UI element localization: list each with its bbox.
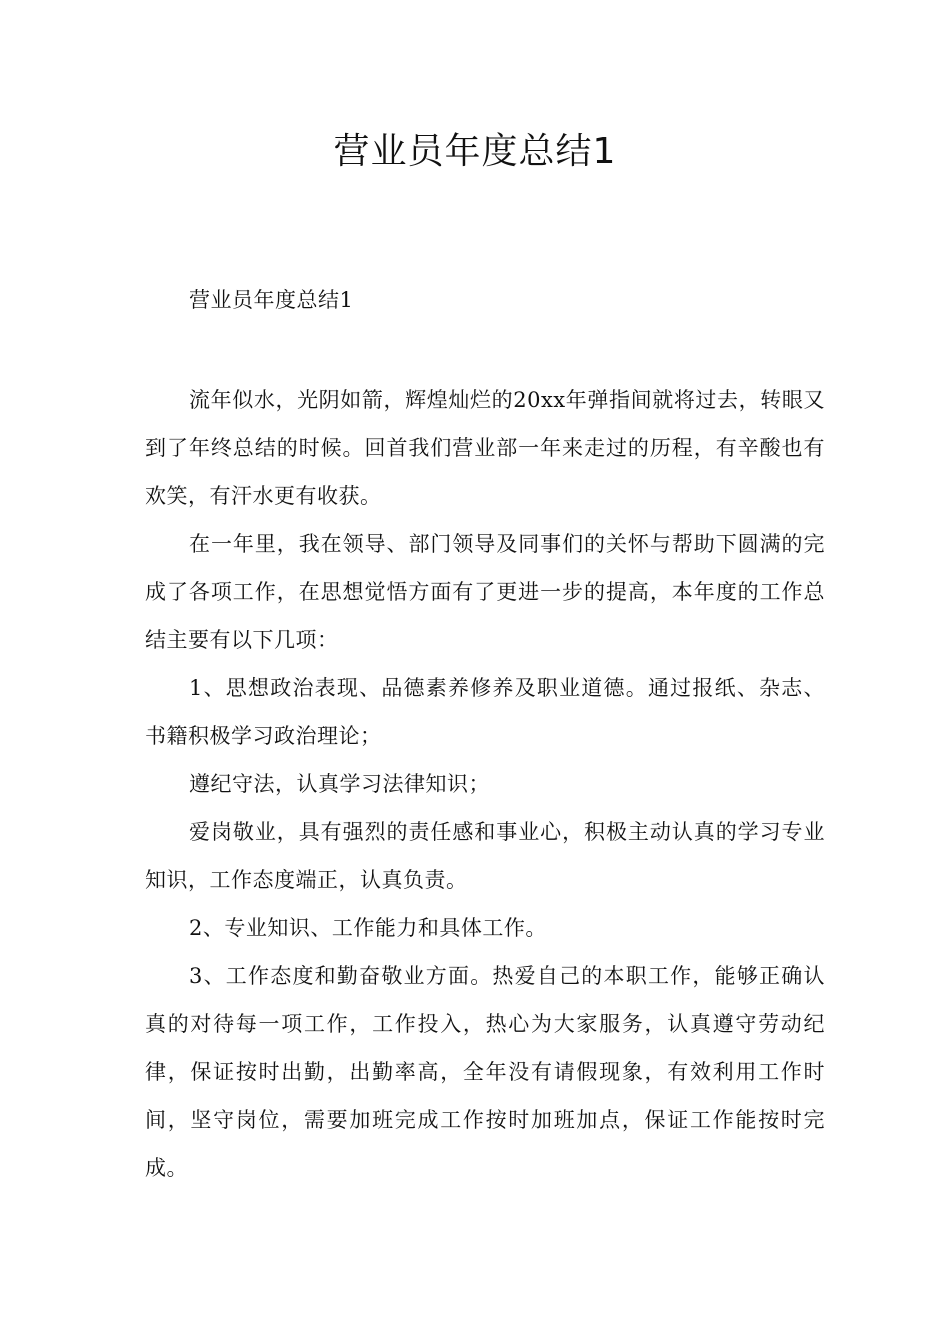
document-title: 营业员年度总结1 (333, 131, 617, 172)
paragraph-intro: 流年似水，光阴如箭，辉煌灿烂的20xx年弹指间就将过去，转眼又到了年终总结的时候。回首我们营业部一年来走过的历程，有辛酸也有欢笑，有汗水更有收获。 (145, 388, 825, 508)
paragraph-item-3: 3、工作态度和勤奋敬业方面。热爱自己的本职工作，能够正确认真的对待每一项工作，工作投入，热心为大家服务，认真遵守劳动纪律，保证按时出勤，出勤率高，全年没有请假现象，有效利用工作时间，坚守岗位，需要加班完成工作按时加班加点，保证工作能按时完成。 (145, 964, 825, 1180)
paragraph-overview: 在一年里，我在领导、部门领导及同事们的关怀与帮助下圆满的完成了各项工作，在思想觉悟方面有了更进一步的提高，本年度的工作总结主要有以下几项： (145, 532, 825, 652)
document-subtitle: 营业员年度总结1 (189, 288, 354, 312)
document-body (145, 376, 825, 1192)
paragraph-item-1: 1、思想政治表现、品德素养修养及职业道德。通过报纸、杂志、书籍积极学习政治理论； (145, 676, 825, 748)
paragraph-item-2: 2、专业知识、工作能力和具体工作。 (189, 916, 547, 940)
paragraph-law: 遵纪守法，认真学习法律知识； (189, 772, 490, 796)
paragraph-dedication: 爱岗敬业，具有强烈的责任感和事业心，积极主动认真的学习专业知识，工作态度端正，认真负责。 (145, 820, 825, 892)
